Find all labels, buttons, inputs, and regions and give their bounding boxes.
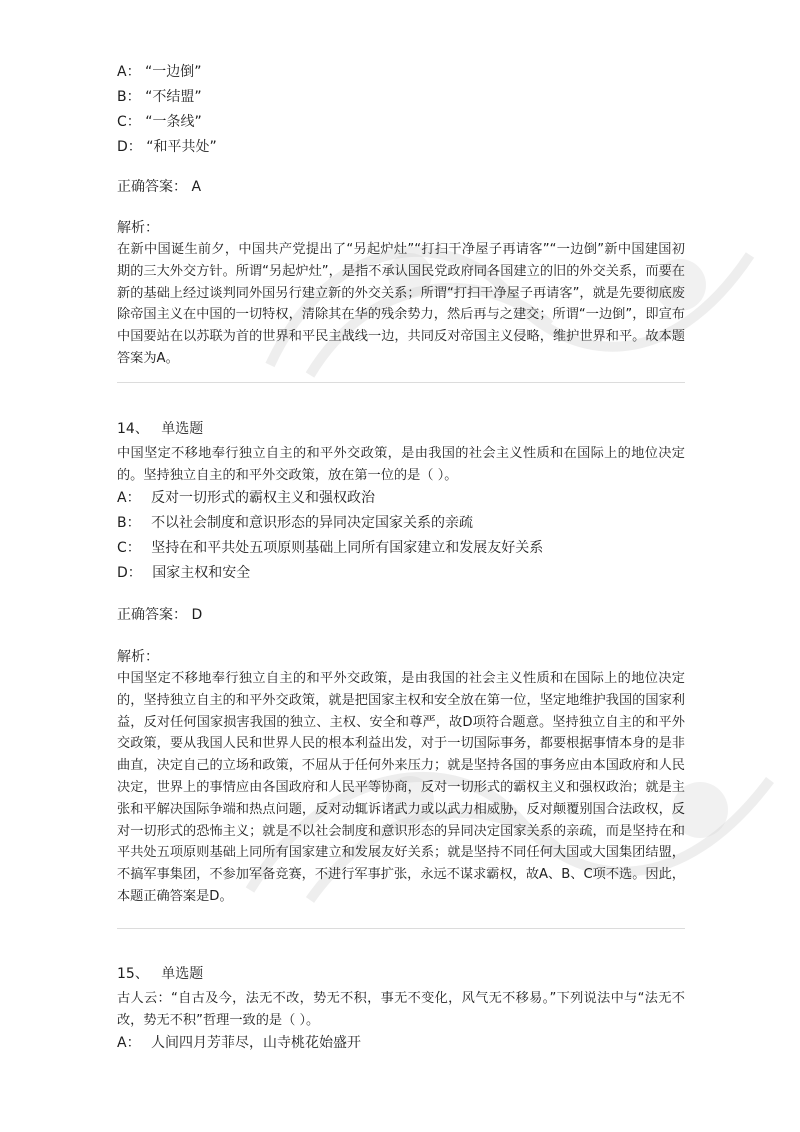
q13-answer [117,175,201,199]
option-text: 人间四月芳菲尽，山寺桃花始盛开 [151,1035,362,1051]
q14-option-d[interactable] [117,561,250,585]
q15-option-a[interactable] [117,1031,361,1055]
q14-option-b[interactable] [117,511,473,535]
answer-label: 正确答案： [117,607,187,623]
option-key: A： [117,64,141,80]
option-key: D： [117,565,142,581]
option-text: 不以社会制度和意识形态的异同决定国家关系的亲疏 [151,515,474,531]
question-number: 15、 [117,966,149,982]
q15-header [117,962,203,986]
q14-analysis-text: 中国坚定不移地奉行独立自主的和平外交政策，是由我国的社会主义性质和在国际上的地位决定的，坚持独立自主的和平外交政策，就是把国家主权和安全放在第一位，坚定地维护我国的国家利益，反对任何国家损害我国的独立、主权、安全和尊严，故D项符合题意。坚持独立自主的和平外交政策，要从我国人民和世界人民的根本利益出发，对于一切国际事务，都要根据事情本身的是非曲直，决定自己的立场和政策，不屈从于任何外来压力；就是坚持各国的事务应由本国政府和人民决定，世界上的事情应由各国政府和人民平等协商，反对一切形式的霸权主义和强权政治；就是主张和平解决国际争端和热点问题，反对动辄诉诸武力或以武力相威胁，反对颠覆别国合法政权，反对一切形式的恐怖主义；就是不以社会制度和意识形态的异同决定国家关系的亲疏，而是坚持在和平共处五项原则基础上同所有国家建立和发展友好关系；就是坚持不同任何大国或大国集团结盟，不搞军事集团，不参加军备竞赛，不进行军事扩张，永远不谋求霸权，故A、B、C项不选。因此，本题正确答案是D。 [117,671,685,904]
answer-label: 正确答案： [117,179,187,195]
q13-analysis-text: 在新中国诞生前夕，中国共产党提出了“另起炉灶”“打扫干净屋子再请客”“一边倒”新中国建国初期的三大外交方针。所谓“另起炉灶”，是指不承认国民党政府同各国建立的旧的外交关系，而要在新的基础上经过谈判同外国另行建立新的外交关系；所谓“打扫干净屋子再请客”，就是先要彻底废除帝国主义在中国的一切特权，清除其在华的残余势力，然后再与之建交；所谓“一边倒”，即宣布中国要站在以苏联为首的世界和平民主战线一边，共同反对帝国主义侵略，维护世界和平。故本题答案为A。 [117,242,685,366]
option-key: C： [117,540,141,556]
option-text: “不结盟” [145,89,202,105]
option-text: 坚持在和平共处五项原则基础上同所有国家建立和发展友好关系 [151,540,544,556]
q13-option-b[interactable] [117,85,202,109]
option-text: “和平共处” [146,139,217,155]
q14-header [117,417,203,441]
option-key: A： [117,490,141,506]
option-text: 国家主权和安全 [152,565,251,581]
option-key: C： [117,114,141,130]
divider [117,382,685,383]
answer-value: A [191,179,202,195]
q14-option-a[interactable] [117,486,375,510]
q13-option-a[interactable] [117,60,202,84]
q13-analysis-label: 解析： [117,220,159,236]
q14-stem: 中国坚定不移地奉行独立自主的和平外交政策，是由我国的社会主义性质和在国际上的地位决定的。坚持独立自主的和平外交政策，放在第一位的是（ ）。 [117,446,685,483]
question-type: 单选题 [161,421,204,437]
divider [117,928,685,929]
option-key: D： [117,139,142,155]
option-key: B： [117,515,141,531]
q14-answer [117,603,202,627]
answer-value: D [191,607,203,623]
option-text: “一边倒” [145,64,202,80]
question-number: 14、 [117,421,149,437]
q15-stem: 古人云：“自古及今，法无不改，势无不积，事无不变化，风气无不移易。”下列说法中与“法无不改，势无不积”哲理一致的是（ ）。 [117,991,685,1028]
option-key: B： [117,89,141,105]
q13-option-d[interactable] [117,135,217,159]
question-type: 单选题 [161,966,204,982]
q13-option-c[interactable] [117,110,202,134]
q14-option-c[interactable] [117,536,543,560]
option-text: 反对一切形式的霸权主义和强权政治 [151,490,376,506]
q14-analysis-label: 解析： [117,649,159,665]
option-text: “一条线” [145,114,202,130]
option-key: A： [117,1035,141,1051]
